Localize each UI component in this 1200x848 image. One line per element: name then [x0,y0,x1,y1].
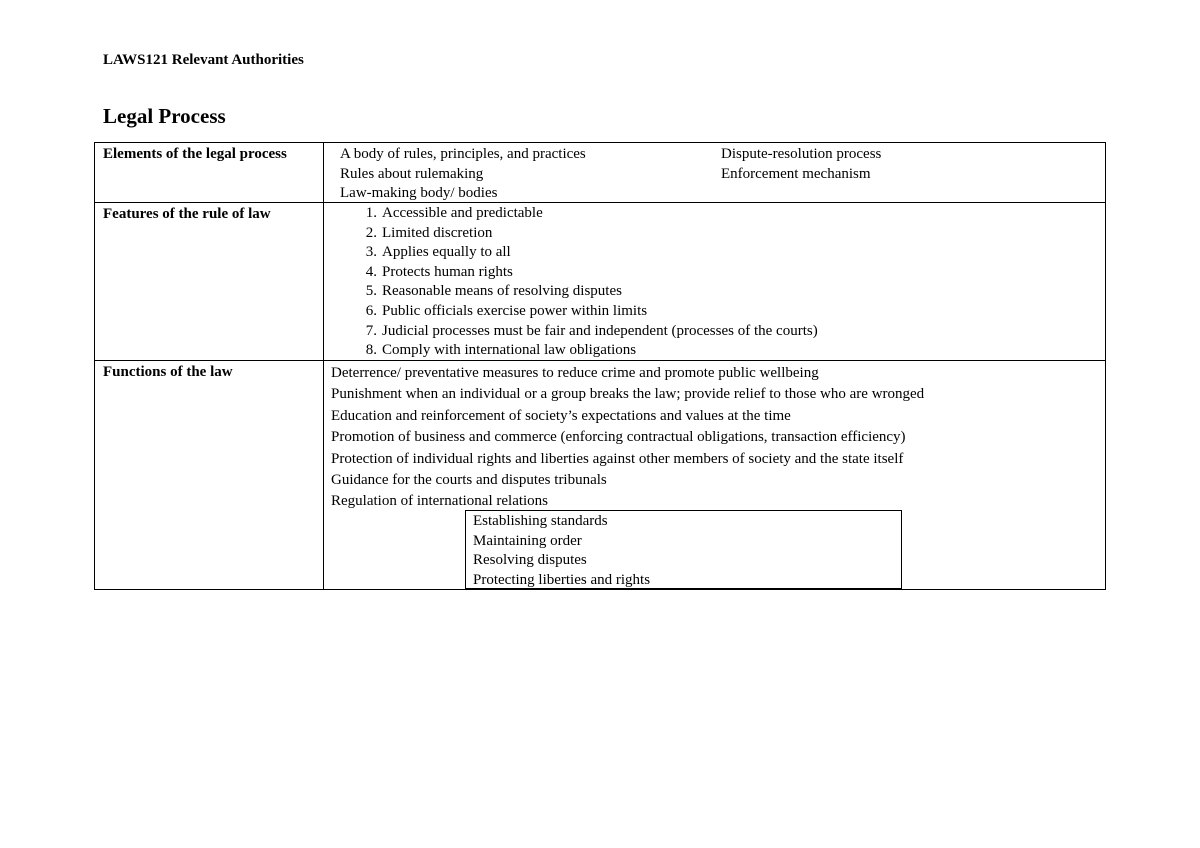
page-title: Legal Process [103,104,226,128]
list-item-text: Comply with international law obligations [382,342,637,359]
list-item-text: Public officials exercise power within limits [382,302,648,319]
table-row-functions [95,361,1106,590]
list-item-text: Judicial processes must be fair and independent (processes of the courts) [382,322,818,339]
list-item: Law-making body/ bodies [340,185,498,202]
list-number: 8. [365,342,377,359]
list-item [324,322,1105,342]
table-row-elements [95,143,1106,203]
list-item-text: Reasonable means of resolving disputes [382,283,622,300]
list-item: Resolving disputes [473,552,587,569]
row-label-features: Features of the rule of law [95,203,324,361]
elements-content-cell [324,143,1106,203]
list-item: Punishment when an individual or a group breaks the law; provide relief to those who are wronged [331,386,925,403]
list-item: Rules about rulemaking [340,165,484,182]
row-label-elements: Elements of the legal process [95,143,324,203]
document-header: LAWS121 Relevant Authorities [103,52,304,68]
list-item [324,302,1105,322]
list-item: Establishing standards [473,513,608,529]
list-item: Promotion of business and commerce (enforcing contractual obligations, transaction efficiency) [331,429,906,446]
list-item-text: Applies equally to all [382,244,511,261]
list-number: 3. [365,244,377,261]
list-item: Protecting liberties and rights [473,571,651,588]
elements-right-list [721,145,881,184]
list-item: Maintaining order [473,532,582,549]
list-item: Protection of individual rights and liberties against other members of society and the state itself [331,450,904,467]
list-item-text: Accessible and predictable [382,205,543,221]
list-item-text: Protects human rights [382,263,513,280]
functions-content-cell [324,361,1106,590]
legal-process-table [94,142,1106,590]
list-number: 4. [365,263,377,280]
list-number: 2. [365,224,377,241]
list-item [324,263,1105,283]
list-item [324,282,1105,302]
purposes-text-box [465,510,902,589]
list-item: Guidance for the courts and disputes tribunals [331,472,607,489]
list-item [324,243,1105,263]
table-row-features [95,203,1106,361]
features-numbered-list [324,203,1105,360]
list-item: A body of rules, principles, and practices [340,146,586,162]
list-item: Dispute-resolution process [721,146,882,162]
list-number: 7. [365,322,377,339]
functions-list [324,361,1105,589]
list-item [324,224,1105,244]
list-item-text: Limited discretion [382,224,493,241]
list-item: Deterrence/ preventative measures to reduce crime and promote public wellbeing [331,365,819,381]
row-label-functions: Functions of the law [95,361,324,590]
list-item [324,341,1105,361]
features-content-cell [324,203,1106,361]
list-number: 1. [365,205,377,221]
list-item: Education and reinforcement of society’s expectations and values at the time [331,407,791,424]
list-number: 6. [365,302,377,319]
list-number: 5. [365,283,377,300]
elements-left-list [340,145,586,204]
list-item: Enforcement mechanism [721,165,871,182]
list-item: Regulation of international relations [331,493,549,510]
list-item [324,204,1105,224]
